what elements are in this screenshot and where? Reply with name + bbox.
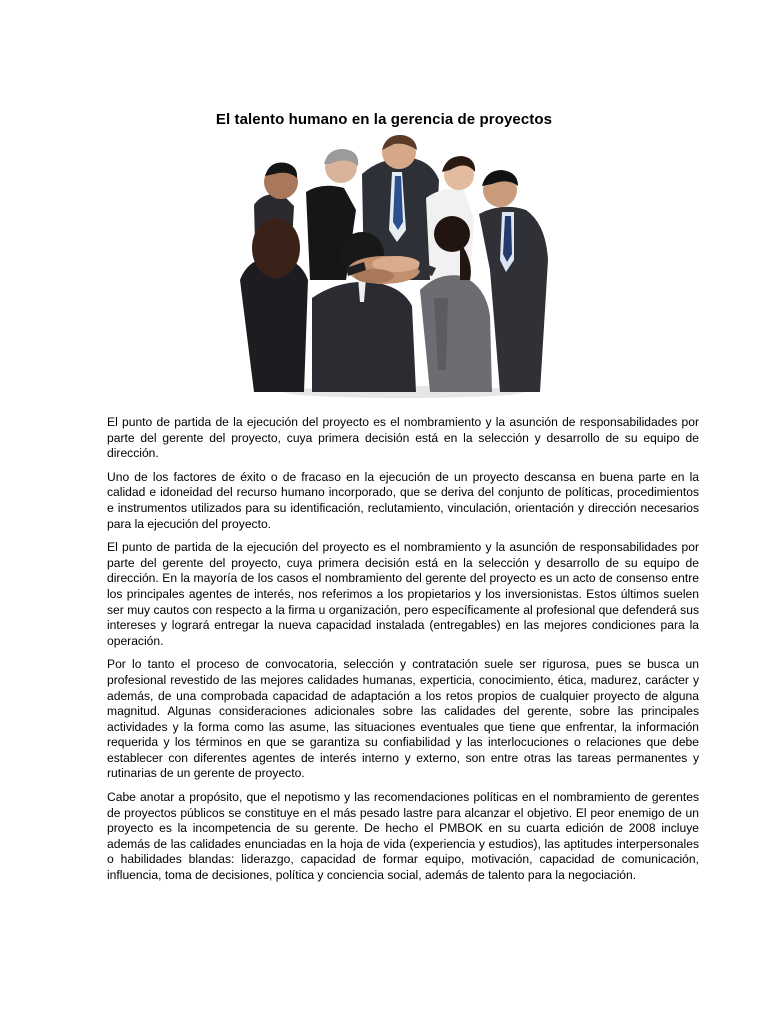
team-hands-together-photo-icon [234, 130, 574, 398]
document-title: El talento humano en la gerencia de proyectos [215, 111, 553, 128]
paragraph: Cabe anotar a propósito, que el nepotismo y las recomendaciones políticas en el nombramiento de gerentes de proyectos públicos se constituye en el más pesado lastre para alcanzar el objetivo. El peor enemigo de un proyecto es la incompetencia de su gerente. De hecho el PMBOK en su cuarta edición de 2008 incluye además de las calidades enunciadas en la hoja de vida (experiencia y estudios), las aptitudes interpersonales o habilidades blandas: liderazgo, capacidad de formar equipo, motivación, capacidad de comunicación, influencia, toma de decisiones, política y conciencia social, además de talento para la negociación. [107, 790, 699, 883]
paragraph: Por lo tanto el proceso de convocatoria, selección y contratación suele ser rigurosa, pues se busca un profesional revestido de las mejores calidades humanas, experticia, conocimiento, ética, madurez, carácter y además, de una comprobada capacidad de adaptación a los retos propios de cualquier proyecto de alguna magnitud. Algunas consideraciones adicionales sobre las calidades del gerente, sobre las principales actividades y la forma como las asume, las situaciones eventuales que tiene que enfrentar, la información requerida y los términos en que se garantiza su confiabilidad y las interlocuciones o relaciones que debe establecer con diferentes agentes de interés interno y externo, son entre otras las tareas permanentes y rutinarias de un gerente de proyecto. [107, 657, 699, 781]
paragraph: El punto de partida de la ejecución del proyecto es el nombramiento y la asunción de responsabilidades por parte del gerente del proyecto, cuya primera decisión está en la selección y desarrollo de su equipo de dirección. [107, 415, 699, 461]
paragraph: El punto de partida de la ejecución del proyecto es el nombramiento y la asunción de responsabilidades por parte del gerente del proyecto, cuya primera decisión está en la selección y desarrollo de su equipo de dirección. En la mayoría de los casos el nombramiento del gerente del proyecto es un acto de consenso entre los principales agentes de interés, nos referimos a los propietarios y los inversionistas. Estos últimos suelen ser muy cautos con respecto a la firma u organización, pero específicamente al profesional que defenderá sus intereses y logrará entregar la nueva capacidad instalada (entregables) en las mejores condiciones para la operación. [107, 540, 699, 648]
document-body [107, 415, 699, 892]
paragraph: Uno de los factores de éxito o de fracaso en la ejecución de un proyecto descansa en buena parte en la calidad e idoneidad del recurso humano incorporado, que se deriva del conjunto de políticas, procedimientos e instrumentos utilizados para su identificación, reclutamiento, vinculación, orientación y dirección necesarios para la ejecución del proyecto. [107, 469, 699, 531]
